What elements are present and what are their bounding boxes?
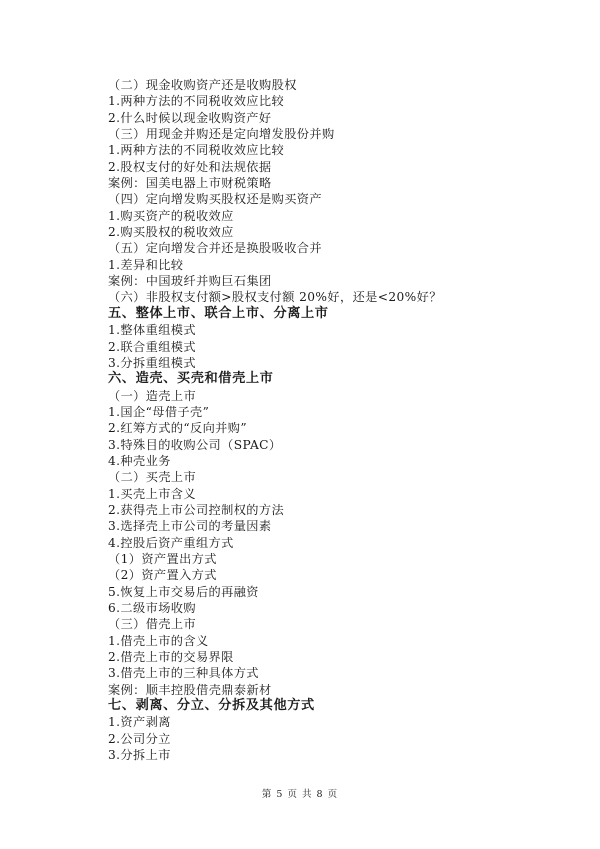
page-number-footer: 第 5 页 共 8 页 <box>261 789 339 800</box>
section-heading: 五、整体上市、联合上市、分离上市 <box>108 305 329 321</box>
subsection-heading: （三）用现金并购还是定向增发股份并购 <box>108 127 335 142</box>
list-item: 2.股权支付的好处和法规依据 <box>108 159 272 174</box>
list-item: 3.分拆重组模式 <box>108 355 196 370</box>
list-item: 2.借壳上市的交易界限 <box>108 650 234 665</box>
list-item: 2.什么时候以现金收购资产好 <box>108 110 272 125</box>
list-item: 1.借壳上市的含义 <box>108 633 209 648</box>
subsection-heading: （六）非股权支付额>股权支付额 20%好，还是<20%好？ <box>108 290 442 305</box>
subsection-heading: （一）造壳上市 <box>108 388 197 403</box>
subsection-heading: （五）定向增发合并还是换股吸收合并 <box>108 241 322 256</box>
case-study-line: 案例：顺丰控股借壳鼎泰新材 <box>108 682 272 697</box>
subsection-heading: （三）借壳上市 <box>108 617 197 632</box>
list-item: 2.购买股权的税收效应 <box>108 225 234 240</box>
list-item: 2.获得壳上市公司控制权的方法 <box>108 502 285 517</box>
section-heading: 七、剥离、分立、分拆及其他方式 <box>108 698 315 714</box>
list-item: 1.资产剥离 <box>108 715 171 730</box>
list-item: 5.恢复上市交易后的再融资 <box>108 584 259 599</box>
list-item: 3.借壳上市的三种具体方式 <box>108 666 259 681</box>
list-item: 1.整体重组模式 <box>108 323 196 338</box>
subsection-heading: （四）定向增发购买股权还是购买资产 <box>108 192 322 207</box>
list-item: （1）资产置出方式 <box>108 551 217 566</box>
list-item: 2.联合重组模式 <box>108 339 196 354</box>
list-item: 1.两种方法的不同税收效应比较 <box>108 143 285 158</box>
subsection-heading: （二）现金收购资产还是收购股权 <box>108 78 297 92</box>
list-item: 4.种壳业务 <box>108 453 171 468</box>
case-study-line: 案例：中国玻纤并购巨石集团 <box>108 274 272 289</box>
list-item: 1.买壳上市含义 <box>108 486 196 501</box>
list-item: 1.国企“母借子壳” <box>108 404 210 419</box>
list-item: 6.二级市场收购 <box>108 601 196 615</box>
list-item: （2）资产置入方式 <box>108 568 217 583</box>
case-study-line: 案例：国美电器上市财税策略 <box>108 176 272 191</box>
list-item: 1.两种方法的不同税收效应比较 <box>108 94 285 109</box>
list-item: 1.差异和比较 <box>108 257 184 272</box>
document-body <box>108 77 548 763</box>
list-item: 2.红筹方式的“反向并购” <box>108 421 247 436</box>
list-item: 1.购买资产的税收效应 <box>108 208 234 223</box>
section-heading: 六、造壳、买壳和借壳上市 <box>108 371 274 387</box>
list-item: 3.选择壳上市公司的考量因素 <box>108 519 272 534</box>
subsection-heading: （二）买壳上市 <box>108 470 197 485</box>
list-item: 3.分拆上市 <box>108 748 171 763</box>
list-item: 3.特殊目的收购公司（SPAC） <box>108 437 282 452</box>
list-item: 2.公司分立 <box>108 731 171 746</box>
list-item: 4.控股后资产重组方式 <box>108 535 234 550</box>
